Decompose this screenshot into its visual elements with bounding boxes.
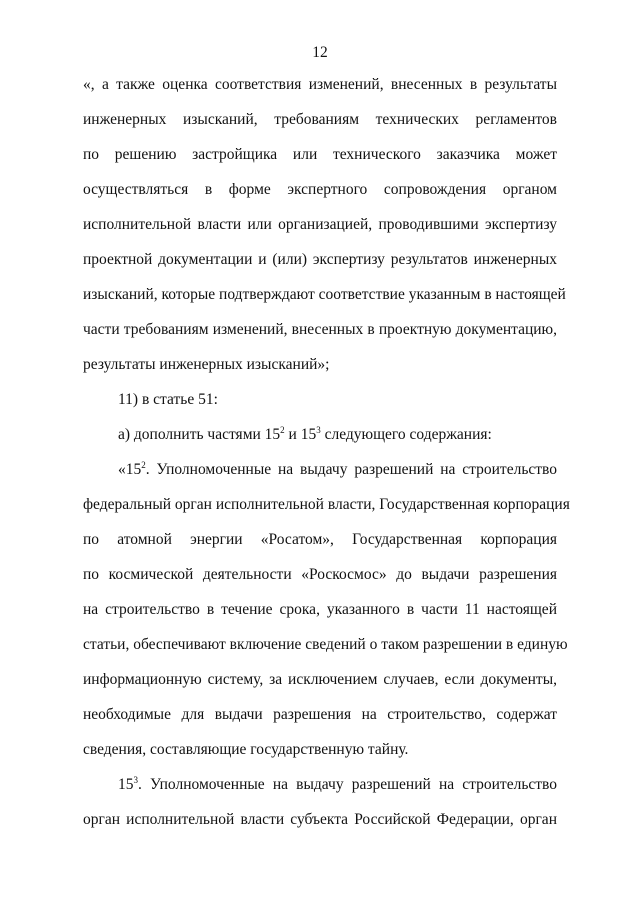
text-segment: а) дополнить частями 15 <box>118 426 281 443</box>
text-line: проектной документации и (или) экспертизу результатов инженерных <box>83 251 557 268</box>
superscript: 2 <box>141 460 146 470</box>
text-line: инженерных изысканий, требованиям технических регламентов <box>83 111 557 128</box>
text-line: статьи, обеспечивают включение сведений о таком разрешении в единую <box>83 636 568 653</box>
text-line: «, а также оценка соответствия изменений, внесенных в результаты <box>83 76 557 93</box>
text-line <box>118 460 557 480</box>
text-line: орган исполнительной власти субъекта Российской Федерации, орган <box>83 811 557 828</box>
text-line: результаты инженерных изысканий»; <box>83 356 330 373</box>
text-line: части требованиям изменений, внесенных в проектную документацию, <box>83 321 557 338</box>
superscript: 3 <box>133 775 138 785</box>
page-number: 12 <box>312 44 328 61</box>
text-line: необходимые для выдачи разрешения на строительство, содержат <box>83 706 557 723</box>
superscript: 2 <box>280 425 285 435</box>
text-line: информационную систему, за исключением случаев, если документы, <box>83 671 557 688</box>
text-line: по космической деятельности «Роскосмос» до выдачи разрешения <box>83 566 557 583</box>
text-segment: и 15 <box>284 426 317 443</box>
text-line: исполнительной власти или организацией, проводившими экспертизу <box>83 216 557 233</box>
text-segment: следующего содержания: <box>320 426 492 443</box>
text-segment: . Уполномоченные на выдачу разрешений на строительство <box>145 461 557 478</box>
text-segment: 15 <box>118 776 134 793</box>
text-line <box>118 775 557 795</box>
text-line <box>118 425 557 445</box>
text-line: осуществляться в форме экспертного сопровождения органом <box>83 181 557 198</box>
superscript: 3 <box>316 425 321 435</box>
text-line: изысканий, которые подтверждают соответствие указанным в настоящей <box>83 286 566 303</box>
text-line: федеральный орган исполнительной власти, Государственная корпорация <box>83 496 570 513</box>
text-segment: . Уполномоченные на выдачу разрешений на строительство <box>138 776 557 793</box>
text-line: по решению застройщика или технического заказчика может <box>83 146 557 163</box>
text-segment: «15 <box>118 461 142 478</box>
text-line: сведения, составляющие государственную тайну. <box>83 741 409 758</box>
text-line: на строительство в течение срока, указанного в части 11 настоящей <box>83 601 557 618</box>
text-line: по атомной энергии «Росатом», Государственная корпорация <box>83 531 557 548</box>
text-line: 11) в статье 51: <box>118 391 218 408</box>
